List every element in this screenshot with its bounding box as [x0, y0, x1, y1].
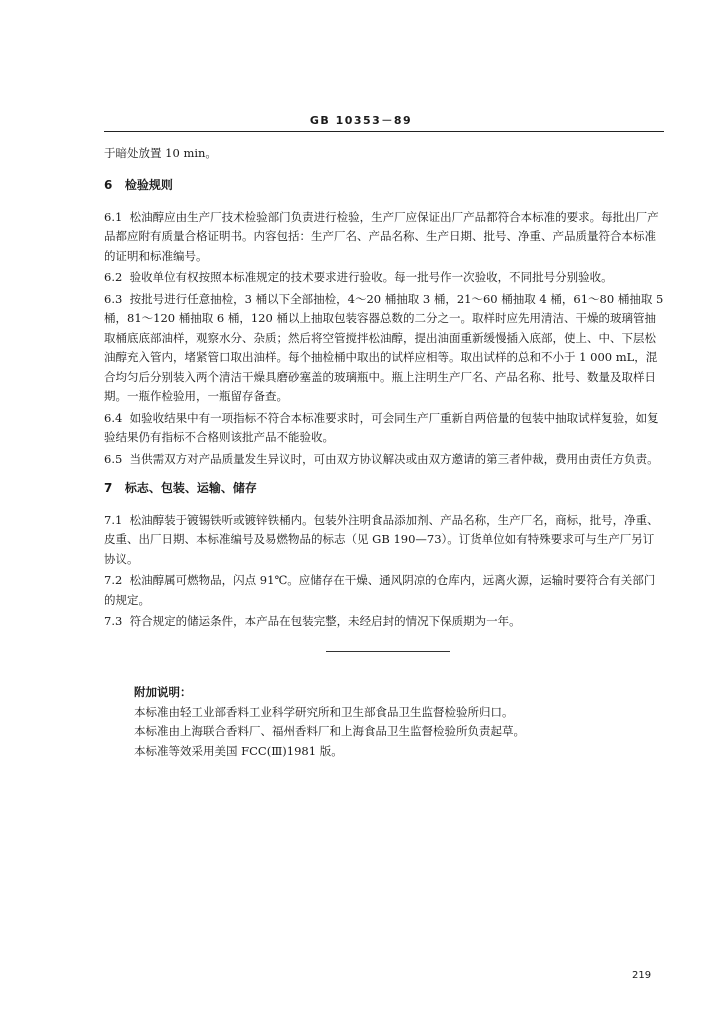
intro-text: 于暗处放置 10 min。: [104, 146, 217, 160]
section-7-heading: [104, 479, 664, 499]
clause-number: 6.5: [104, 451, 123, 466]
clause-number: 6.1: [104, 209, 123, 224]
clause-7-1: [104, 511, 664, 570]
section-6-heading: [104, 176, 664, 196]
notes-title: 附加说明：: [134, 685, 192, 699]
section-7: [104, 479, 664, 632]
section-7-title: 标志、包装、运输、储存: [124, 481, 257, 495]
clause-6-3: [104, 290, 664, 407]
additional-notes: [134, 683, 654, 761]
clause-text: 当供需双方对产品质量发生异议时，可由双方协议解决或由双方邀请的第三者仲裁，费用由责任方负责。: [129, 451, 659, 466]
section-6-title: 检验规则: [124, 178, 173, 192]
clause-number: 7.1: [104, 512, 123, 527]
clause-6-1: [104, 208, 664, 267]
clause-7-3: [104, 612, 664, 632]
end-divider: [326, 651, 450, 652]
clause-text: 按批号进行任意抽检，3 桶以下全部抽检，4～20 桶抽取 3 桶，21～60 桶抽取 4 桶，61～80 桶抽取 5 桶，81～120 桶抽取 6 桶，120 桶以上抽取包装容器总数的二分之一。取样时应先用清洁、干燥的玻璃管抽取桶底底部油样，观察水分、杂质；然后将空管搅拌松油醇，提出油面重新缓慢插入底部，使上、中、下层松油醇充入管内，堵紧管口取出油样。每个抽检桶中取出的试样应相等。取出试样的总和不小于 1 000 mL，混合均匀后分别装入两个清洁干燥具磨砂塞盖的玻璃瓶中。瓶上注明生产厂名、产品名称、批号、数量及取样日期。一瓶作检验用，一瓶留存备查。: [104, 291, 664, 403]
clause-number: 7.2: [104, 573, 123, 587]
clause-text: 验收单位有权按照本标准规定的技术要求进行验收。每一批号作一次验收，不同批号分别验收。: [129, 270, 613, 284]
clause-number: 6.2: [104, 270, 123, 284]
clause-6-5: [104, 450, 664, 470]
clause-6-2: [104, 268, 664, 288]
header-rule: [104, 131, 664, 132]
clause-text: 松油醇装于镀锡铁听或镀锌铁桶内。包装外注明食品添加剂、产品名称，生产厂名，商标，批号，净重、皮重、出厂日期、本标准编号及易燃物品的标志（见 GB 190—73）。订货单位如有特殊要求可与生产厂另订协议。: [104, 512, 659, 566]
clause-text: 松油醇应由生产厂技术检验部门负责进行检验，生产厂应保证出厂产品都符合本标准的要求。每批出厂产品都应附有质量合格证明书。内容包括：生产厂名、产品名称、生产日期、批号、净重、产品质量符合本标准的证明和标准编号。: [104, 209, 659, 263]
clause-7-2: [104, 571, 664, 610]
clause-number: 6.3: [104, 291, 123, 306]
notes-line: 本标准等效采用美国 FCC(Ⅲ)1981 版。: [134, 743, 343, 758]
section-6: [104, 176, 664, 469]
notes-line: 本标准由上海联合香料厂、福州香料厂和上海食品卫生监督检验所负责起草。: [134, 724, 525, 738]
clause-6-4: [104, 409, 664, 448]
page-number: 219: [632, 970, 652, 981]
intro-line: [104, 144, 664, 164]
section-6-number: 6: [104, 178, 113, 192]
notes-line: 本标准由轻工业部香料工业科学研究所和卫生部食品卫生监督检验所归口。: [134, 704, 514, 719]
clause-number: 7.3: [104, 614, 123, 628]
clause-text: 松油醇属可燃物品，闪点 91℃。应储存在干燥、通风阴凉的仓库内，远离火源，运输时要符合有关部门的规定。: [104, 573, 656, 607]
standard-header: GB 10353－89: [309, 114, 413, 127]
clause-text: 符合规定的储运条件，本产品在包装完整，未经启封的情况下保质期为一年。: [129, 614, 521, 628]
section-7-number: 7: [104, 481, 113, 495]
clause-number: 6.4: [104, 410, 123, 425]
clause-text: 如验收结果中有一项指标不符合本标准要求时，可会同生产厂重新自两倍量的包装中抽取试样复验，如复验结果仍有指标不合格则该批产品不能验收。: [104, 410, 659, 444]
